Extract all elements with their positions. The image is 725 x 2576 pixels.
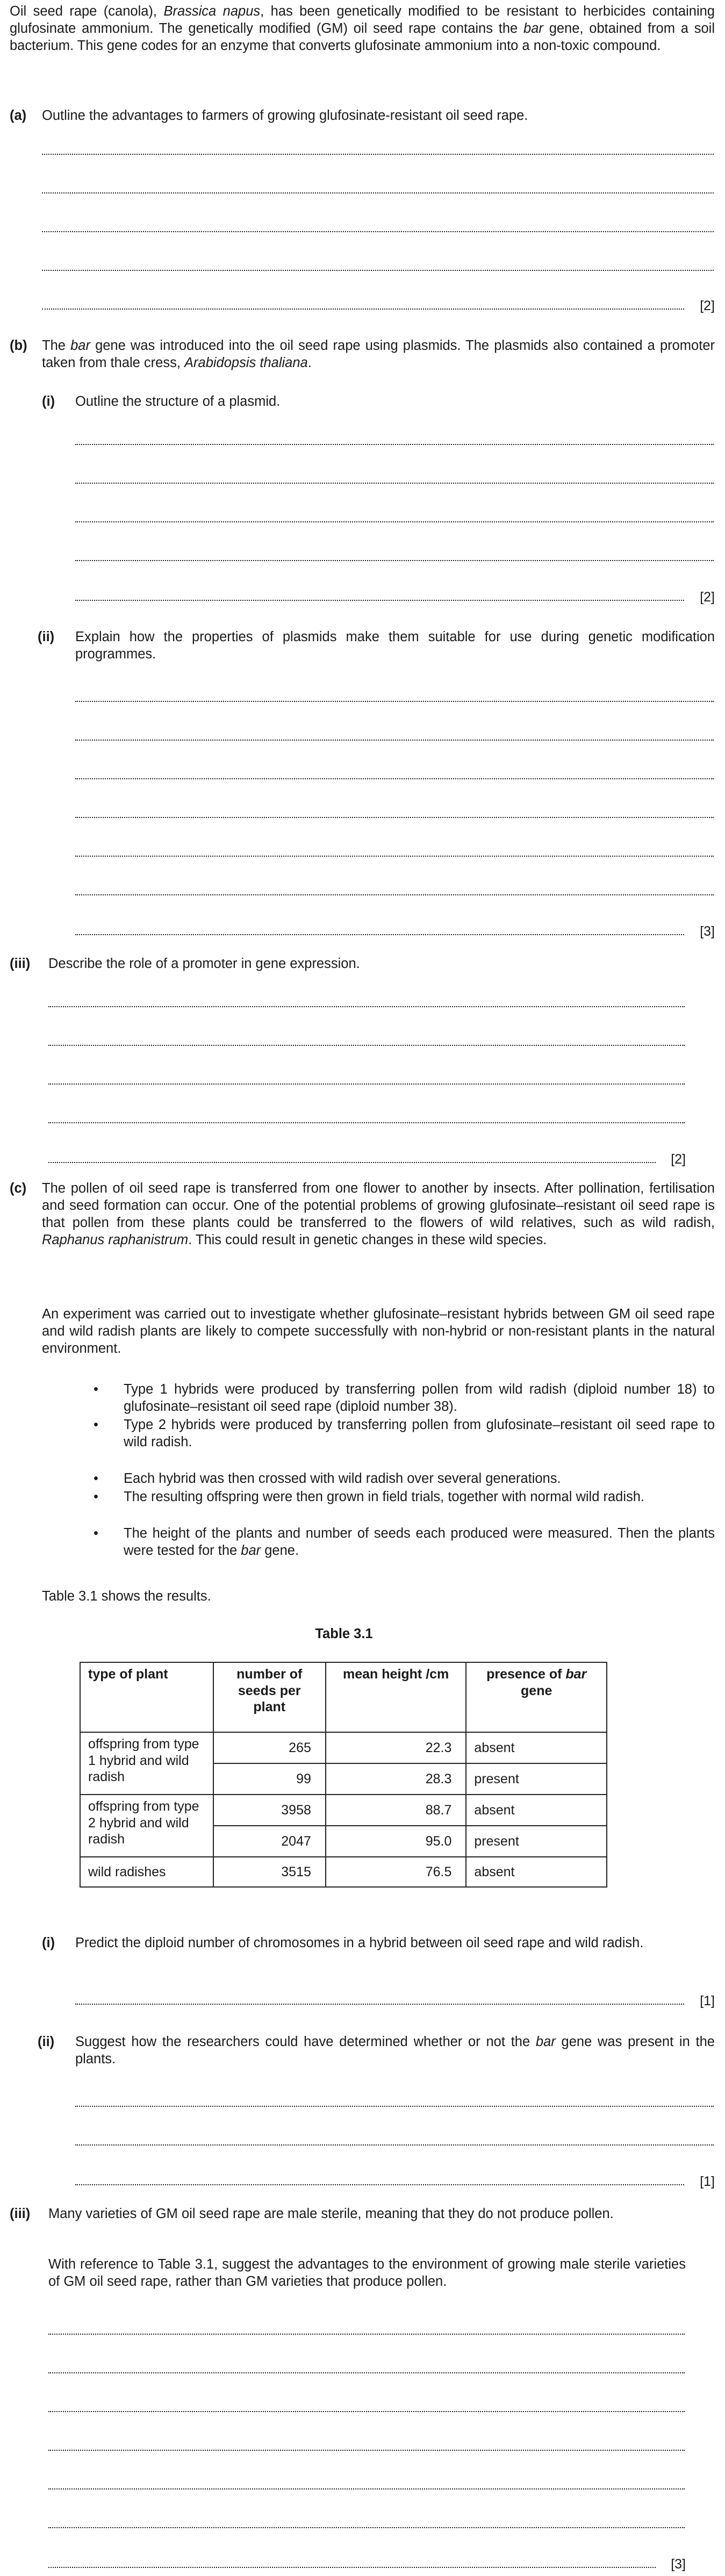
table-row: [80, 1795, 607, 1826]
part-b-i-marks: [2]: [700, 590, 715, 605]
table-row: [80, 1857, 607, 1887]
bullet-item: • Each hybrid was then crossed with wild radish over several generations.: [124, 1470, 715, 1488]
part-c-ii-label: (ii): [38, 2034, 55, 2049]
part-c-i-marks: [1]: [700, 1993, 715, 2008]
table-header-row: [80, 1662, 607, 1732]
part-b-ii-marks: [3]: [700, 924, 715, 939]
answer-line[interactable]: [75, 2004, 684, 2005]
cell-bar-gene: absent: [466, 1795, 607, 1826]
cell-height: 22.3: [326, 1732, 466, 1763]
cell-height: 28.3: [326, 1763, 466, 1795]
answer-line[interactable]: [48, 1084, 685, 1085]
answer-line[interactable]: [75, 521, 714, 522]
answer-line[interactable]: [42, 192, 714, 193]
part-c-iii-text-1: Many varieties of GM oil seed rape are male sterile, meaning that they do not produce pollen.: [48, 2206, 614, 2221]
header-bar-gene: presence of bar gene: [466, 1662, 607, 1732]
answer-line[interactable]: [75, 778, 714, 779]
answer-line[interactable]: [48, 2488, 685, 2489]
part-c-iii-marks: [3]: [671, 2557, 686, 2572]
part-a-label: (a): [10, 108, 27, 123]
bullet-item: • Type 1 hybrids were produced by transferring pollen from wild radish (diploid number 18) to glufosinate–resistant oil seed rape (diploid number 38).: [124, 1381, 715, 1416]
bullet-item: • The resulting offspring were then grown in field trials, together with normal wild radish.: [124, 1489, 715, 1506]
table-caption: Table 3.1: [315, 1626, 373, 1641]
part-b-i-question: Outline the structure of a plasmid.: [75, 394, 281, 409]
cell-seeds: 3958: [213, 1795, 326, 1826]
answer-line[interactable]: [75, 740, 714, 741]
answer-line[interactable]: [75, 856, 714, 857]
answer-line[interactable]: [48, 1006, 685, 1007]
cell-bar-gene: absent: [466, 1732, 607, 1763]
table-row: [80, 1732, 607, 1763]
part-c-paragraph-1: The pollen of oil seed rape is transferred from one flower to another by insects. After pollination, fertilisation and seed formation can occur. One of the potential problems of growing glufosinate–resistant oil seed rape is that pollen from these plants could be transferred to the flowers of wild relatives, such as wild radish, Raphanus raphanistrum. This could result in genetic changes in these wild species.: [42, 1181, 715, 1247]
part-c-paragraph-2: An experiment was carried out to investigate whether glufosinate–resistant hybrids between GM oil seed rape and wild radish plants are likely to compete successfully with non-hybrid or non-resistant plants in the natural environment.: [42, 1307, 715, 1356]
part-c-i-question: Predict the diploid number of chromosomes in a hybrid between oil seed rape and wild radish.: [75, 1935, 644, 1950]
part-c-ii-marks: [1]: [700, 2174, 715, 2189]
answer-line[interactable]: [75, 894, 714, 895]
cell-height: 76.5: [326, 1857, 466, 1887]
cell-plant-type: offspring from type 1 hybrid and wild radish: [80, 1732, 213, 1795]
cell-plant-type: wild radishes: [80, 1857, 213, 1887]
cell-height: 88.7: [326, 1795, 466, 1826]
answer-line[interactable]: [75, 701, 714, 702]
part-c-label: (c): [10, 1181, 27, 1196]
cell-height: 95.0: [326, 1826, 466, 1857]
answer-line[interactable]: [48, 2411, 685, 2412]
part-b-ii-question: Explain how the properties of plasmids make them suitable for use during genetic modification programmes.: [75, 629, 715, 662]
part-b-ii-label: (ii): [38, 629, 55, 644]
part-b-iii-question: Describe the role of a promoter in gene expression.: [48, 956, 360, 971]
answer-line[interactable]: [48, 2567, 656, 2568]
cell-seeds: 3515: [213, 1857, 326, 1887]
answer-line[interactable]: [75, 444, 714, 445]
answer-line[interactable]: [48, 2372, 685, 2373]
part-a-question: Outline the advantages to farmers of growing glufosinate-resistant oil seed rape.: [42, 108, 528, 123]
results-table: [80, 1662, 607, 1888]
cell-seeds: 99: [213, 1763, 326, 1795]
header-mean-height: mean height /cm: [326, 1662, 466, 1732]
cell-bar-gene: present: [466, 1763, 607, 1795]
answer-line[interactable]: [42, 154, 714, 155]
cell-seeds: 265: [213, 1732, 326, 1763]
answer-line[interactable]: [75, 600, 684, 601]
answer-line[interactable]: [75, 483, 714, 484]
cell-seeds: 2047: [213, 1826, 326, 1857]
bullet-item: • The height of the plants and number of seeds each produced were measured. Then the plants were tested for the bar gene.: [124, 1525, 715, 1560]
header-seeds: number of seeds per plant: [213, 1662, 326, 1732]
part-a-marks: [2]: [700, 298, 715, 313]
answer-line[interactable]: [75, 560, 714, 561]
answer-line[interactable]: [48, 2527, 685, 2528]
cell-plant-type: offspring from type 2 hybrid and wild radish: [80, 1795, 213, 1857]
answer-line[interactable]: [75, 934, 684, 935]
part-c-iii-label: (iii): [10, 2206, 31, 2221]
answer-line[interactable]: [42, 270, 714, 271]
answer-line[interactable]: [48, 2334, 685, 2335]
answer-line[interactable]: [75, 2144, 714, 2146]
part-b-stem: The bar gene was introduced into the oil seed rape using plasmids. The plasmids also contained a promoter taken from thale cress, Arabidopsis thaliana.: [42, 338, 715, 370]
answer-line[interactable]: [48, 2450, 685, 2451]
part-b-iii-label: (iii): [10, 956, 31, 971]
answer-line[interactable]: [42, 231, 714, 232]
part-c-i-label: (i): [42, 1935, 55, 1950]
part-b-iii-marks: [2]: [671, 1152, 686, 1167]
table-reference: Table 3.1 shows the results.: [42, 1589, 211, 1604]
answer-line[interactable]: [75, 2106, 714, 2107]
bullet-item: • Type 2 hybrids were produced by transferring pollen from glufosinate–resistant oil seed rape to wild radish.: [124, 1417, 715, 1451]
answer-line[interactable]: [75, 817, 714, 818]
answer-line[interactable]: [42, 308, 684, 310]
header-type-of-plant: type of plant: [80, 1662, 213, 1732]
part-b-label: (b): [10, 338, 27, 353]
cell-bar-gene: present: [466, 1826, 607, 1857]
intro-paragraph: Oil seed rape (canola), Brassica napus, has been genetically modified to be resistant to herbicides containing glufosinate ammonium. The genetically modified (GM) oil seed rape contains the bar gene, obtained from a soil bacterium. This gene codes for an enzyme that converts glufosinate ammonium into a non-toxic compound.: [10, 4, 715, 53]
part-b-i-label: (i): [42, 394, 55, 409]
answer-line[interactable]: [48, 1045, 685, 1046]
answer-line[interactable]: [48, 1162, 656, 1163]
cell-bar-gene: absent: [466, 1857, 607, 1887]
part-c-ii-question: Suggest how the researchers could have determined whether or not the bar gene was present in the plants.: [75, 2034, 715, 2066]
part-c-iii-question: With reference to Table 3.1, suggest the advantages to the environment of growing male sterile varieties of GM oil seed rape, rather than GM varieties that produce pollen.: [48, 2257, 686, 2289]
answer-line[interactable]: [48, 1122, 685, 1123]
answer-line[interactable]: [75, 2184, 684, 2185]
